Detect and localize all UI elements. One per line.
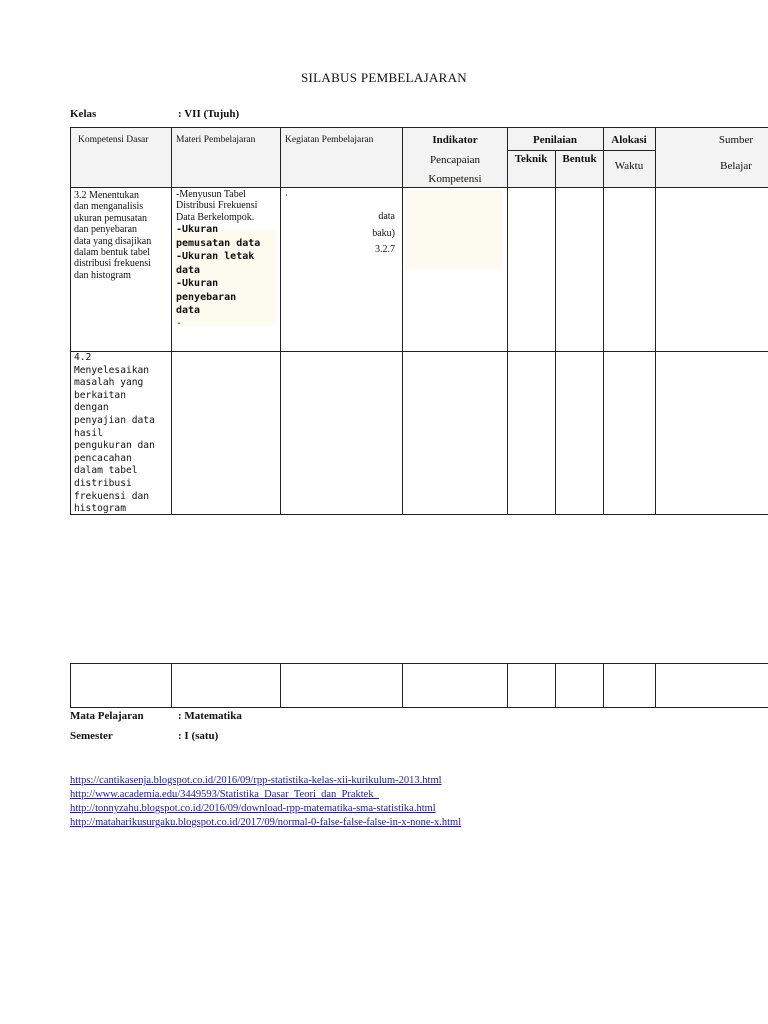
table-col-line (280, 127, 281, 515)
row1-kompetensi: 3.2 Menentukan dan menganalisis ukuran pemusatan dan penyebaran data yang disajikan dalam bentuk tabel distribusi frekuensi dan histogram (74, 190, 152, 281)
mapel-label: Mata Pelajaran (70, 710, 144, 722)
table-col-line (171, 127, 172, 515)
header-indikator-3: Kompetensi (428, 173, 482, 185)
table-col-line (603, 127, 604, 515)
row3-col-line (70, 663, 71, 708)
row2-kompetensi: 4.2 Menyelesaikan masalah yang berkaitan dengan penyajian data hasil pengukuran dan pencacahan dalam tabel distribusi frekuensi dan histogram (74, 352, 155, 515)
row3-col-line (171, 663, 172, 708)
row3-col-line (655, 663, 656, 708)
reference-link[interactable]: https://cantikasenja.blogspot.co.id/2016/09/rpp-statistika-kelas-xii-kurikulum-2013.html (70, 775, 442, 786)
row1-kegiatan: data baku) 3.2.7 (372, 211, 395, 255)
row3-line-top (70, 663, 768, 664)
row3-col-line (507, 663, 508, 708)
row1-kegiatan-dot: · (285, 190, 288, 200)
header-penilaian: Penilaian (532, 134, 577, 146)
header-materi: Materi Pembelajaran (176, 135, 256, 145)
table-line-header-bottom (70, 187, 768, 188)
reference-link[interactable]: http://www.academia.edu/3449593/Statistika_Dasar_Teori_dan_Praktek_ (70, 789, 379, 800)
table-line-row1-bottom (70, 351, 768, 352)
row1-materi: -Menyusun Tabel Distribusi Frekuensi Data Berkelompok. -Ukuran pemusatan data -Ukuran letak data -Ukuran penyebaran data - (176, 189, 261, 329)
reference-link[interactable]: http://tonnyzahu.blogspot.co.id/2016/09/download-rpp-matematika-sma-statistika.html (70, 803, 436, 814)
header-alokasi-2: Waktu (614, 160, 644, 172)
table-col-line (555, 150, 556, 515)
header-teknik: Teknik (514, 153, 548, 165)
header-alokasi-1: Alokasi (611, 134, 647, 146)
mapel-value: : Matematika (178, 710, 242, 722)
row3-line-bottom (70, 707, 768, 708)
row3-col-line (603, 663, 604, 708)
header-kegiatan: Kegiatan Pembelajaran (285, 135, 374, 145)
header-indikator-1: Indikator (432, 134, 478, 146)
reference-link[interactable]: http://mataharikusurgaku.blogspot.co.id/2017/09/normal-0-false-false-false-in-x-none-x.html (70, 817, 462, 828)
semester-label: Semester (70, 730, 113, 742)
table-line-top (70, 127, 768, 128)
kelas-value: : VII (Tujuh) (178, 108, 240, 120)
header-sumber-2: Belajar (720, 160, 752, 172)
indikator-highlight (405, 190, 502, 270)
penilaian-divider (507, 150, 655, 151)
kelas-label: Kelas (70, 108, 97, 120)
table-line-row2-bottom (70, 514, 768, 515)
header-bentuk: Bentuk (562, 153, 597, 165)
row3-col-line (402, 663, 403, 708)
row3-col-line (555, 663, 556, 708)
table-col-line (70, 127, 71, 515)
header-indikator-2: Pencapaian (429, 154, 481, 166)
header-sumber-1: Sumber (718, 134, 754, 146)
table-col-line (655, 127, 656, 515)
header-kompetensi: Kompetensi Dasar (78, 135, 149, 145)
semester-value: : I (satu) (178, 730, 219, 742)
row3-col-line (280, 663, 281, 708)
table-col-line (507, 127, 508, 515)
page-title: SILABUS PEMBELAJARAN (301, 70, 467, 85)
